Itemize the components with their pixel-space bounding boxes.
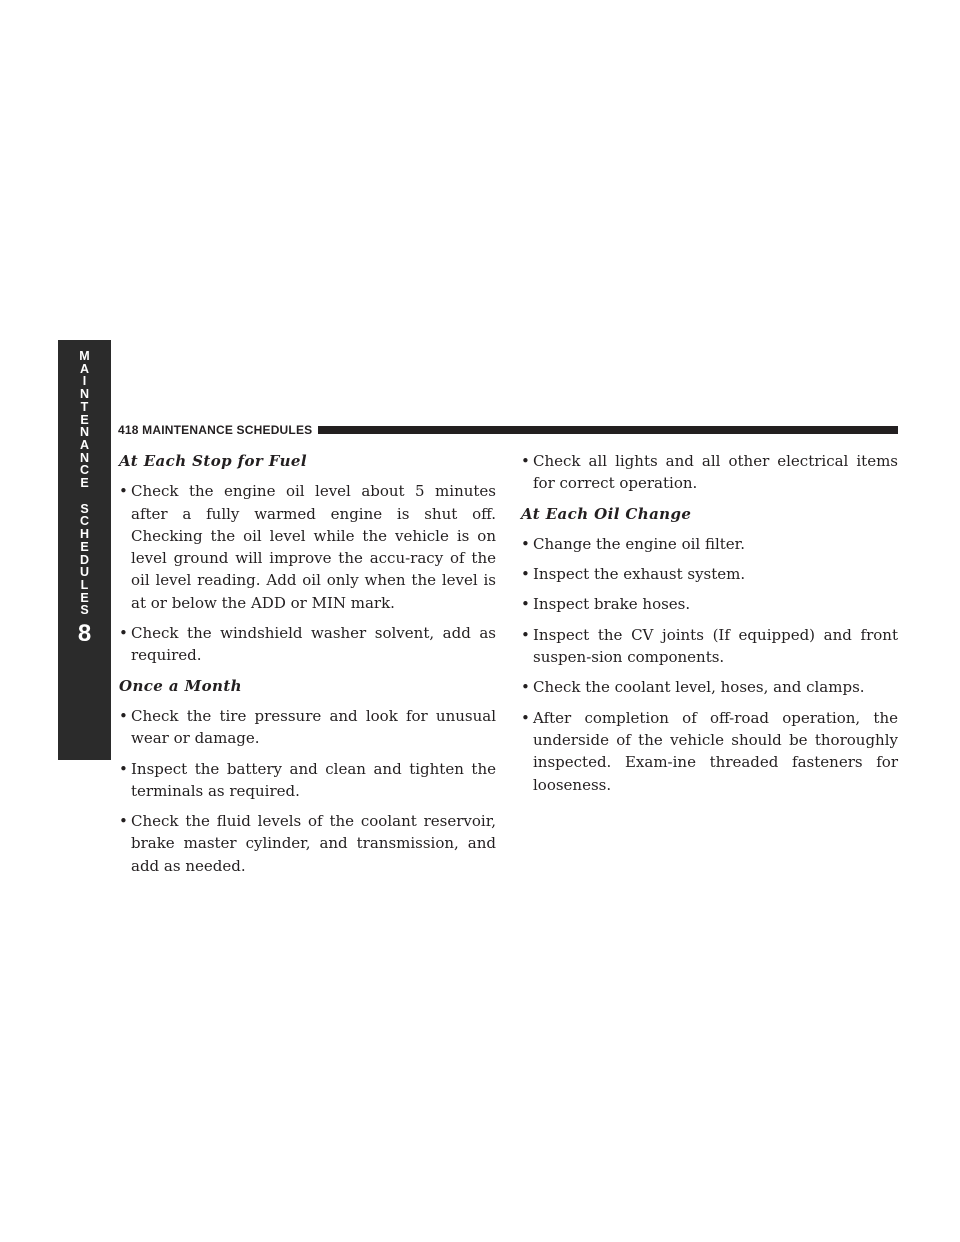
tab-letter: E <box>80 590 89 605</box>
section-heading: At Each Stop for Fuel <box>119 452 307 470</box>
tab-letter: H <box>79 527 89 542</box>
list-item-text: Check the engine oil level about 5 minutes after a fully warmed engine is shut off. Checking the oil level while the vehicle is on level ground will improve the accu-racy of the oil level reading. Add oil only when the level is at or below the ADD or MIN mark. <box>131 482 496 612</box>
tab-letter: M <box>79 349 90 363</box>
tab-letter: N <box>79 425 89 440</box>
bullet-icon: • <box>119 624 128 643</box>
tab-letter: N <box>79 450 89 465</box>
list-item-text: After completion of off-road operation, the underside of the vehicle should be thoroughly inspected. Exam-ine threaded fasteners for looseness. <box>533 708 898 794</box>
tab-letter: S <box>80 603 89 618</box>
bullet-icon: • <box>521 625 530 644</box>
tab-letter: C <box>79 514 89 529</box>
bullet-icon: • <box>521 534 530 553</box>
bullet-icon: • <box>119 482 128 501</box>
chapter-number: 8 <box>77 620 92 648</box>
tab-letter: E <box>80 476 89 491</box>
right-column <box>521 450 898 804</box>
tab-letter: I <box>82 374 87 389</box>
list-item <box>521 533 898 555</box>
list-item <box>119 810 496 877</box>
section-heading: At Each Oil Change <box>521 504 692 523</box>
bullet-icon: • <box>119 812 128 831</box>
list-item <box>119 758 496 803</box>
chapter-tab-letters <box>79 350 89 617</box>
page-header-title: 418 MAINTENANCE SCHEDULES <box>118 423 313 437</box>
bullet-icon: • <box>521 708 530 727</box>
list-item <box>119 622 496 667</box>
tab-letter: U <box>79 565 89 580</box>
list-item <box>521 563 898 585</box>
list-item <box>521 624 898 669</box>
chapter-side-tab <box>58 340 111 760</box>
section-heading: Once a Month <box>119 676 242 695</box>
list-item <box>521 676 898 698</box>
list-item-text: Inspect the battery and clean and tighten the terminals as required. <box>131 759 496 800</box>
list-item-text: Change the engine oil filter. <box>533 534 745 553</box>
page-header <box>118 420 898 440</box>
bullet-icon: • <box>521 452 530 470</box>
tab-letter: L <box>80 577 89 592</box>
list-item <box>119 480 496 614</box>
list-item-text: Check the tire pressure and look for unusual wear or damage. <box>131 706 496 748</box>
tab-letter: A <box>79 361 89 376</box>
list-item-text: Check the coolant level, hoses, and clamps. <box>533 678 865 697</box>
tab-letter: C <box>79 463 89 478</box>
header-rule <box>318 426 898 434</box>
tab-letter: E <box>80 412 89 427</box>
list-item-text: Check the windshield washer solvent, add as required. <box>131 624 496 665</box>
list-item-text: Inspect brake hoses. <box>533 595 691 614</box>
left-column <box>119 450 496 885</box>
bullet-icon: • <box>119 706 128 725</box>
tab-letter: E <box>80 539 89 554</box>
tab-letter: A <box>79 437 89 452</box>
bullet-icon: • <box>521 565 530 584</box>
list-item-text: Inspect the exhaust system. <box>533 565 746 584</box>
list-item-text: Inspect the CV joints (If equipped) and front suspen-sion components. <box>533 625 898 667</box>
list-item <box>521 450 898 495</box>
bullet-icon: • <box>521 678 530 697</box>
bullet-icon: • <box>119 759 128 778</box>
list-item <box>521 593 898 615</box>
list-item-text: Check all lights and all other electrical items for correct operation. <box>533 452 898 493</box>
list-item <box>521 707 898 796</box>
tab-letter: S <box>80 501 89 516</box>
tab-letter: N <box>79 387 89 402</box>
bullet-icon: • <box>521 595 530 614</box>
tab-letter: T <box>80 399 89 414</box>
tab-letter: D <box>79 552 89 567</box>
list-item-text: Check the fluid levels of the coolant reservoir, brake master cylinder, and transmission, and add as needed. <box>131 812 496 875</box>
list-item <box>119 705 496 750</box>
